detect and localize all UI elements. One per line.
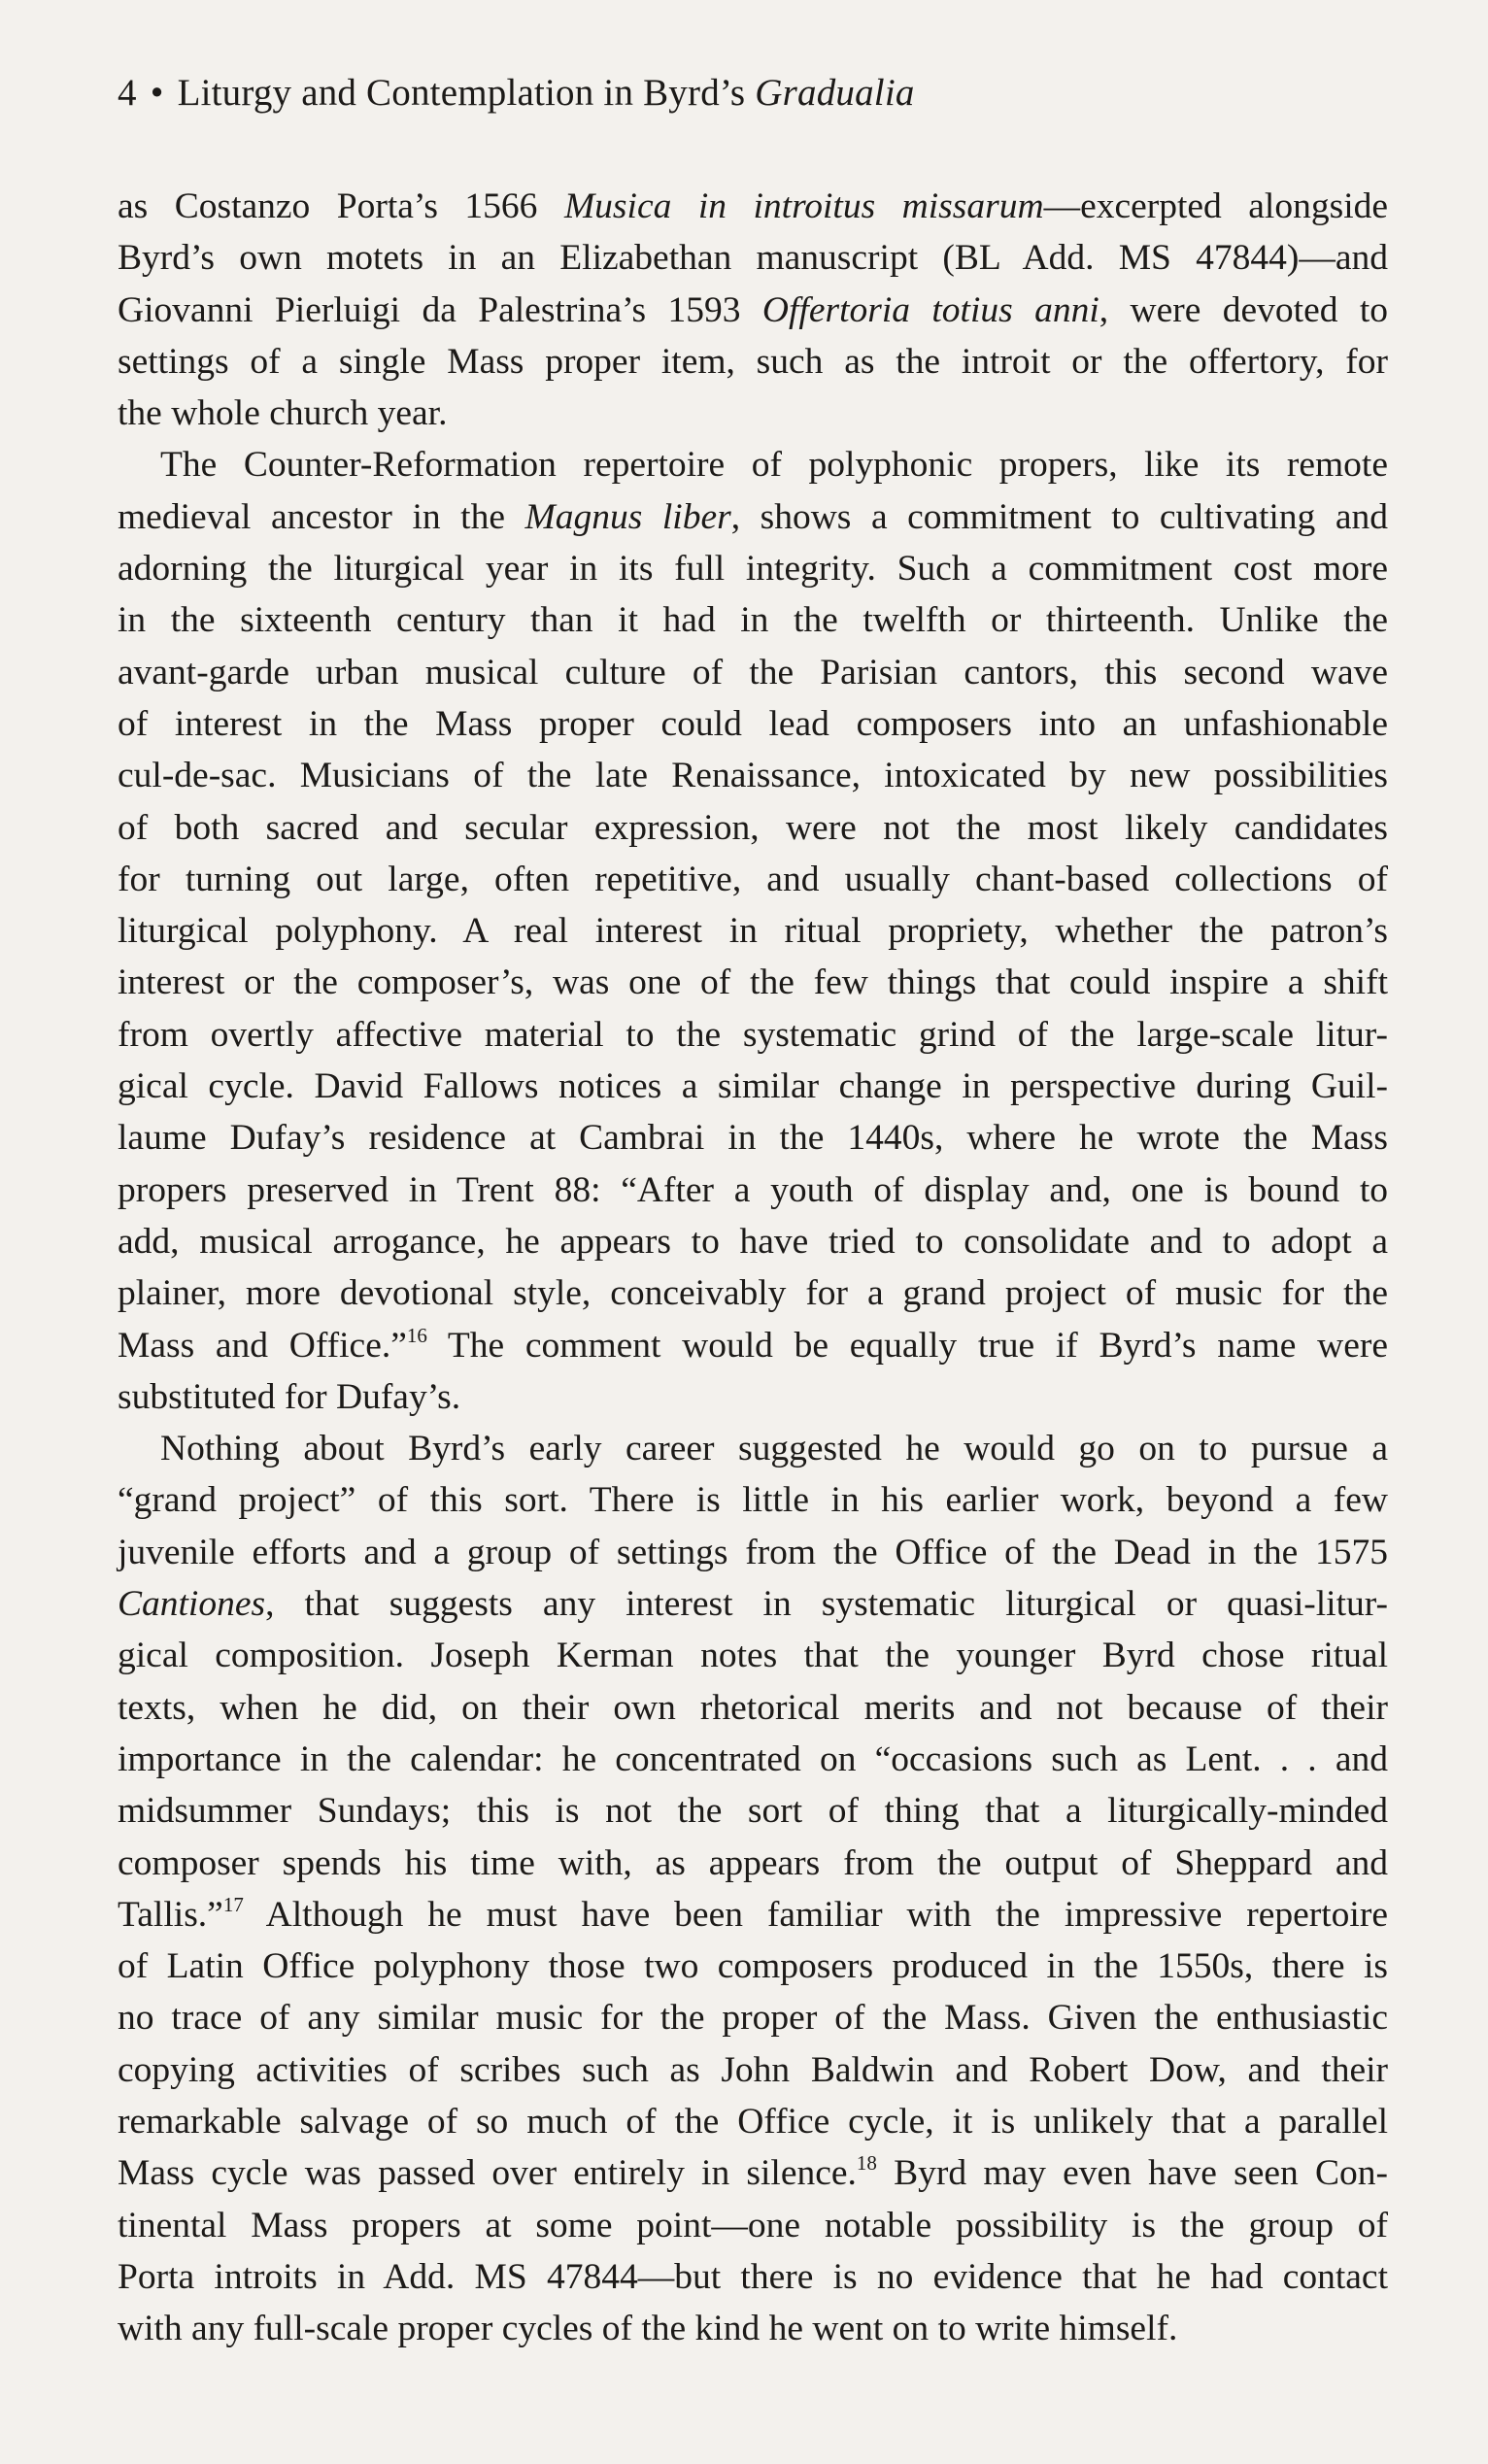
text-line [118, 1734, 1388, 1785]
text-run: —excerpted alongside [1043, 186, 1389, 226]
text-run: Giovanni Pierluigi da Palestrina’s 1593 [118, 289, 762, 330]
text-run: midsummer Sundays; this is not the sort of thing that a liturgically-minded [118, 1791, 1388, 1832]
text-line [118, 802, 1388, 854]
italic-title: Magnus liber [524, 496, 731, 537]
text-run: liturgical polyphony. A real interest in ritual propriety, whether the patron’s [118, 911, 1388, 952]
text-line [118, 2251, 1388, 2303]
text-line [118, 957, 1388, 1008]
text-line [118, 647, 1388, 698]
text-run: remarkable salvage of so much of the Office cycle, it is unlikely that a parallel [118, 2101, 1388, 2142]
text-run: laume Dufay’s residence at Cambrai in the 1440s, where he wrote the Mass [118, 1118, 1388, 1159]
text-run: Although he must have been familiar with the impressive repertoire [243, 1894, 1388, 1935]
text-run: tinental Mass propers at some point—one notable possibility is the group of [118, 2205, 1388, 2245]
text-line [118, 1423, 1388, 1474]
italic-title: Cantiones [118, 1584, 266, 1625]
text-line [118, 232, 1388, 284]
text-line [118, 1527, 1388, 1578]
text-line [118, 1009, 1388, 1061]
text-line [118, 2096, 1388, 2147]
text-line [118, 1320, 1388, 1371]
text-line [118, 285, 1388, 336]
footnote-reference: 18 [856, 2151, 877, 2176]
text-run: “grand project” of this sort. There is little in his earlier work, beyond a few [118, 1480, 1388, 1521]
text-run: the whole church year. [118, 393, 448, 434]
text-run: in the sixteenth century than it had in the twelfth or thirteenth. Unlike the [118, 600, 1388, 641]
text-line [118, 1474, 1388, 1526]
text-line [118, 698, 1388, 750]
text-run: avant-garde urban musical culture of the Parisian cantors, this second wave [118, 652, 1388, 692]
text-line [118, 336, 1388, 388]
text-line [118, 594, 1388, 646]
text-line [118, 1682, 1388, 1734]
text-run: Byrd may even have seen Con- [876, 2153, 1388, 2194]
italic-title: Offertoria totius anni [761, 289, 1099, 330]
text-line [118, 439, 1388, 490]
text-run: , were devoted to [1099, 289, 1389, 330]
text-run: The Counter-Reformation repertoire of polyphonic propers, like its remote [160, 445, 1388, 486]
text-run: add, musical arrogance, he appears to have tried to consolidate and to adopt a [118, 1221, 1388, 1262]
text-run: of interest in the Mass proper could lead composers into an unfashionable [118, 703, 1388, 744]
text-run: of Latin Office polyphony those two composers produced in the 1550s, there is [118, 1946, 1388, 1987]
text-run: The comment would be equally true if Byrd’s name were [426, 1325, 1388, 1366]
text-line [118, 1785, 1388, 1837]
text-line [118, 1889, 1388, 1941]
text-run: gical composition. Joseph Kerman notes that the younger Byrd chose ritual [118, 1636, 1388, 1676]
text-line [118, 854, 1388, 905]
text-line [118, 1838, 1388, 1889]
text-run: Porta introits in Add. MS 47844—but there is no evidence that he had contact [118, 2256, 1388, 2297]
text-run: propers preserved in Trent 88: “After a youth of display and, one is bound to [118, 1169, 1388, 1210]
text-line [118, 1578, 1388, 1630]
text-run: for turning out large, often repetitive, and usually chant-based collections of [118, 859, 1388, 899]
text-line [118, 1992, 1388, 2043]
text-run: Tallis.” [118, 1894, 223, 1935]
bullet-separator: • [150, 72, 164, 114]
text-line [118, 543, 1388, 594]
text-run: substituted for Dufay’s. [118, 1376, 461, 1417]
text-line [118, 1267, 1388, 1319]
running-head [118, 70, 915, 117]
page-number: 4 [118, 72, 137, 114]
text-run: plainer, more devotional style, conceivably for a grand project of music for the [118, 1273, 1388, 1314]
text-run: interest or the composer’s, was one of the few things that could inspire a shift [118, 962, 1388, 1003]
text-line [118, 1371, 1388, 1423]
running-head-title: Liturgy and Contemplation in Byrd’s [177, 72, 756, 114]
text-run: Mass and Office.” [118, 1325, 407, 1366]
body-text [118, 181, 1388, 2354]
text-run: composer spends his time with, as appears from the output of Sheppard and [118, 1842, 1388, 1883]
text-line [118, 2200, 1388, 2251]
text-run: as Costanzo Porta’s 1566 [118, 186, 564, 226]
text-run: , that suggests any interest in systematic liturgical or quasi-litur- [265, 1584, 1388, 1625]
footnote-reference: 16 [406, 1323, 427, 1347]
text-line [118, 750, 1388, 801]
text-run: adorning the liturgical year in its full integrity. Such a commitment cost more [118, 549, 1388, 590]
text-line [118, 2303, 1388, 2354]
text-line [118, 1630, 1388, 1681]
text-line [118, 1216, 1388, 1267]
text-line [118, 388, 1388, 439]
text-run: medieval ancestor in the [118, 496, 525, 537]
text-line [118, 491, 1388, 543]
text-line [118, 1164, 1388, 1216]
text-line [118, 1061, 1388, 1112]
text-run: juvenile efforts and a group of settings from the Office of the Dead in the 1575 [118, 1532, 1388, 1572]
text-line [118, 181, 1388, 232]
text-run: Mass cycle was passed over entirely in silence. [118, 2153, 857, 2194]
text-line [118, 2044, 1388, 2096]
text-run: Byrd’s own motets in an Elizabethan manuscript (BL Add. MS 47844)—and [118, 238, 1388, 279]
running-head-title-italic: Gradualia [755, 72, 915, 114]
text-run: with any full-scale proper cycles of the kind he went on to write himself. [118, 2309, 1178, 2349]
text-run: texts, when he did, on their own rhetorical merits and not because of their [118, 1687, 1388, 1728]
text-line [118, 905, 1388, 957]
text-line [118, 1941, 1388, 1992]
text-run: of both sacred and secular expression, were not the most likely candidates [118, 807, 1388, 848]
text-run: from overtly affective material to the systematic grind of the large-scale litur- [118, 1014, 1388, 1055]
text-line [118, 1112, 1388, 1164]
italic-title: Musica in introitus missarum [563, 186, 1044, 226]
text-run: cul-de-sac. Musicians of the late Renaissance, intoxicated by new possibilities [118, 756, 1388, 796]
footnote-reference: 17 [222, 1892, 244, 1916]
text-run: gical cycle. David Fallows notices a similar change in perspective during Guil- [118, 1066, 1388, 1107]
text-run: importance in the calendar: he concentrated on “occasions such as Lent. . . and [118, 1738, 1388, 1779]
text-run: copying activities of scribes such as John Baldwin and Robert Dow, and their [118, 2049, 1388, 2090]
text-run: , shows a commitment to cultivating and [730, 496, 1388, 537]
text-run: Nothing about Byrd’s early career suggested he would go on to pursue a [160, 1429, 1388, 1469]
text-run: no trace of any similar music for the proper of the Mass. Given the enthusiastic [118, 1998, 1388, 2039]
text-run: settings of a single Mass proper item, such as the introit or the offertory, for [118, 341, 1388, 382]
text-line [118, 2147, 1388, 2199]
